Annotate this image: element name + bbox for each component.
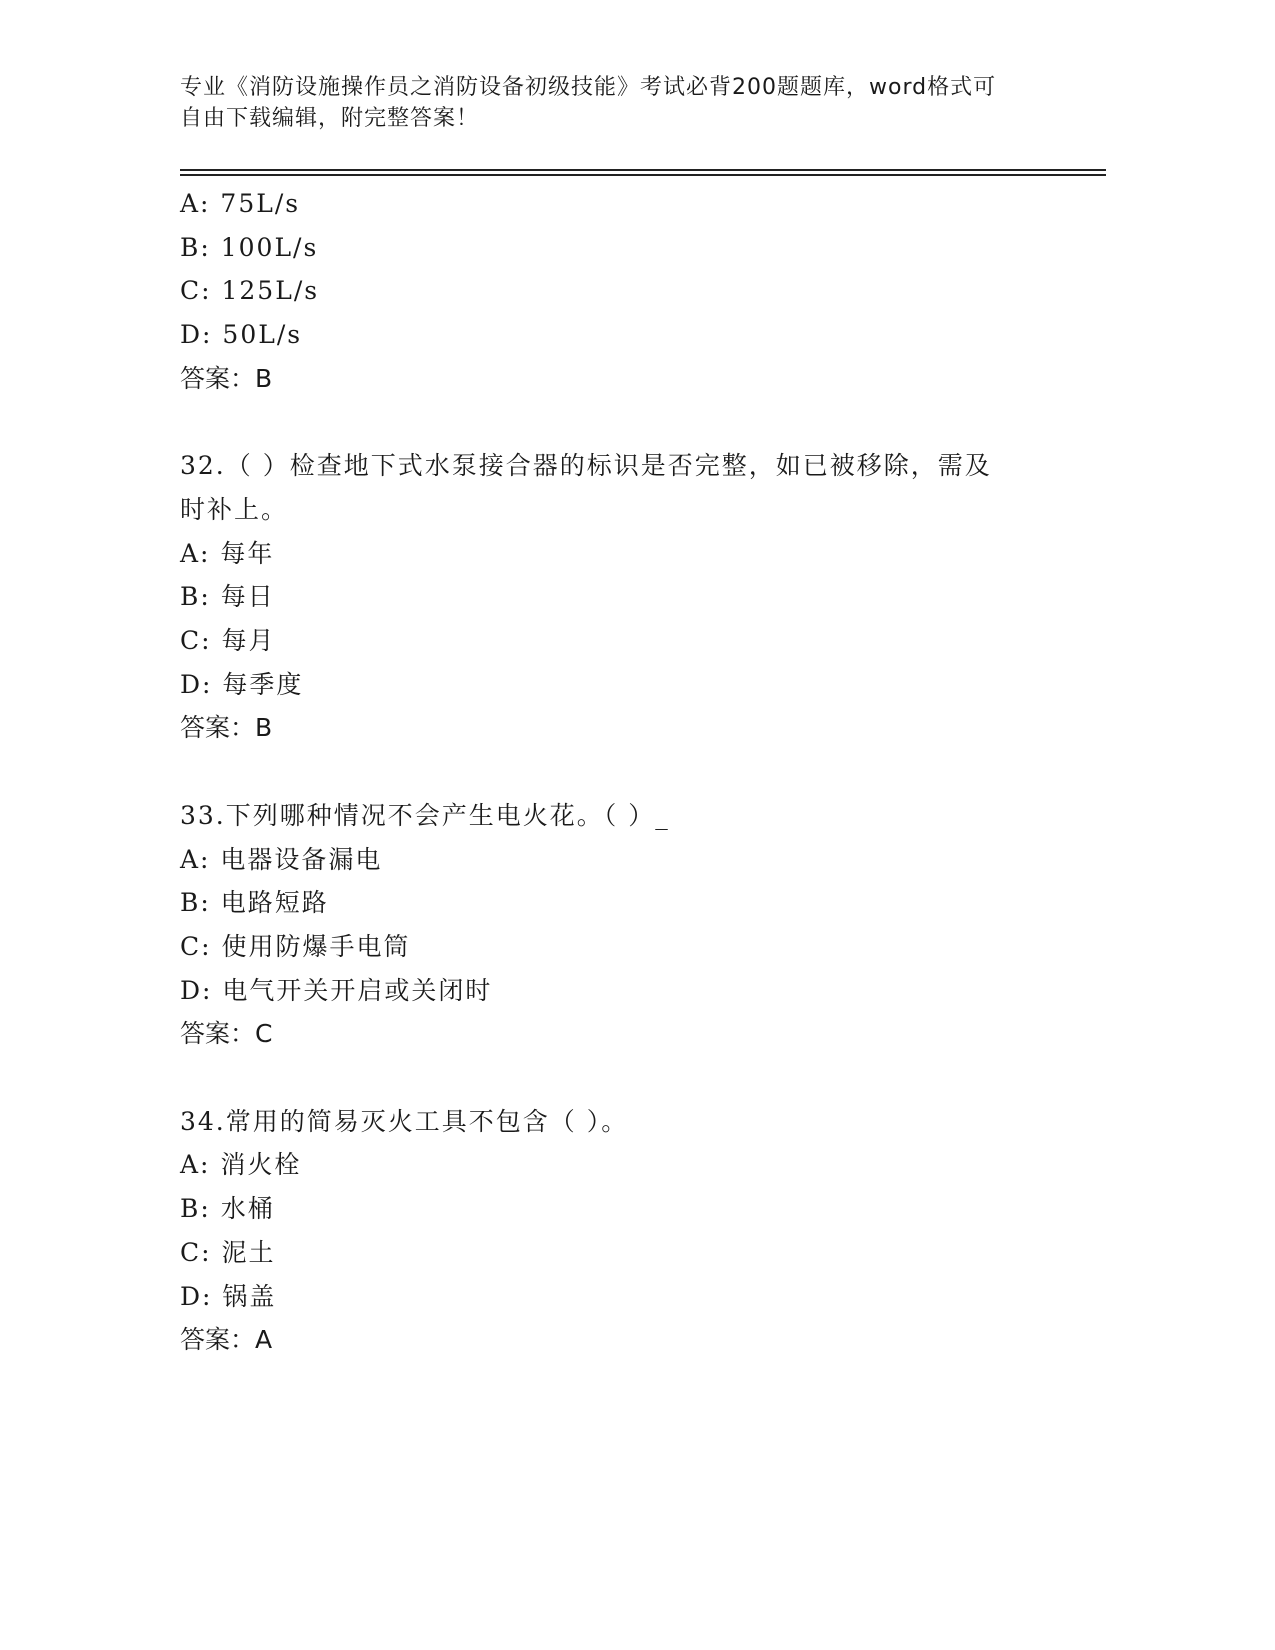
answer: 答案：B bbox=[180, 713, 273, 743]
header-rule-bottom bbox=[180, 174, 1106, 176]
option-c: C: 使用防爆手电筒 bbox=[180, 931, 411, 961]
option-b: B: 电路短路 bbox=[180, 888, 329, 918]
option-a: A: 每年 bbox=[180, 538, 275, 568]
answer: 答案：C bbox=[180, 1019, 273, 1049]
question-stem: 33.下列哪种情况不会产生电火花。（ ）_ bbox=[180, 800, 670, 830]
option-d: D: 电气开关开启或关闭时 bbox=[180, 975, 493, 1005]
option-b: B: 每日 bbox=[180, 582, 275, 612]
spacer bbox=[180, 750, 1100, 794]
option-a: A: 电器设备漏电 bbox=[180, 844, 383, 874]
option-c: C: 125L/s bbox=[180, 276, 320, 306]
option-a: A: 75L/s bbox=[180, 189, 301, 218]
spacer bbox=[180, 1056, 1100, 1100]
question-34 bbox=[180, 1100, 1100, 1362]
question-32 bbox=[180, 444, 1100, 750]
question-stem: 32.（ ）检查地下式水泵接合器的标识是否完整，如已被移除，需及 bbox=[180, 451, 992, 481]
header-rule-top bbox=[180, 169, 1106, 171]
option-b: B: 100L/s bbox=[180, 232, 319, 262]
spacer bbox=[180, 401, 1100, 445]
answer: 答案：A bbox=[180, 1325, 273, 1355]
answer: 答案：B bbox=[180, 363, 273, 393]
option-c: C: 每月 bbox=[180, 626, 276, 656]
option-c: C: 泥土 bbox=[180, 1237, 276, 1267]
option-a: A: 消火栓 bbox=[180, 1150, 302, 1180]
question-33 bbox=[180, 794, 1100, 1056]
question-stem-cont: 时补上。 bbox=[180, 494, 289, 524]
header-line-1: 专业《消防设施操作员之消防设备初级技能》考试必背200题题库，word格式可 bbox=[180, 75, 997, 100]
question-31 bbox=[180, 182, 1100, 401]
question-stem: 34.常用的简易灭火工具不包含（ ）。 bbox=[180, 1106, 629, 1136]
question-list bbox=[180, 182, 1100, 1362]
header-line-2: 自由下载编辑，附完整答案！ bbox=[180, 106, 480, 131]
option-b: B: 水桶 bbox=[180, 1194, 275, 1224]
option-d: D: 锅盖 bbox=[180, 1281, 277, 1311]
document-header bbox=[180, 72, 1060, 134]
option-d: D: 每季度 bbox=[180, 669, 304, 699]
option-d: D: 50L/s bbox=[180, 320, 303, 350]
